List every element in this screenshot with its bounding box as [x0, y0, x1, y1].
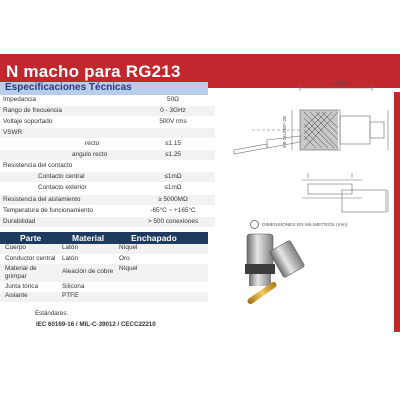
thread-text: 5/8-24UNEF-2B — [282, 115, 287, 148]
part-cell: Material de grimpar — [5, 265, 37, 280]
spec-value: ≥ 5000MΩ — [158, 196, 188, 203]
spec-row — [0, 206, 215, 216]
spec-row — [0, 95, 215, 105]
spec-value: ≤1mΩ — [164, 173, 182, 180]
spec-label: angulo recto — [72, 151, 108, 158]
material-row — [0, 282, 208, 292]
spec-label: Durabilidad — [3, 218, 36, 225]
spec-label: Impedancia — [3, 96, 37, 103]
materials-header — [0, 232, 208, 244]
part-cell: Cuerpo — [5, 244, 26, 251]
part-cell: Junta tórica — [5, 283, 39, 290]
spec-row — [0, 128, 215, 138]
spec-value: 50Ω — [167, 96, 179, 103]
spec-row — [0, 183, 215, 193]
spec-label: Contacto exterior — [38, 184, 87, 191]
specs-header-label: Especificaciones Técnicas — [5, 82, 132, 93]
spec-value: ≤1.25 — [165, 151, 181, 158]
page-title: N macho para RG213 — [6, 62, 181, 81]
spec-row — [0, 117, 215, 127]
spec-row — [0, 106, 215, 116]
material-cell: Aleación de cobre — [62, 268, 114, 275]
spec-value: > 500 conexiones — [147, 218, 199, 225]
col-material-header: Material — [72, 233, 105, 243]
spec-label: Resistencia del contacto — [3, 162, 73, 169]
standards-value: IEC 60169-16 / MIL-C-39012 / CECC22210 — [36, 321, 156, 328]
spec-label: Temperatura de funcionamiento — [3, 207, 93, 214]
standards-label: Estándares: — [35, 310, 69, 317]
spec-value: -65°C ~ +165°C — [150, 207, 196, 214]
spec-row — [0, 139, 215, 149]
spec-value: ≤1.15 — [165, 140, 181, 147]
spec-value: ≤1mΩ — [164, 184, 182, 191]
spec-row — [0, 172, 215, 182]
spec-label: Rango de frecuencia — [3, 107, 62, 114]
plating-cell: Níquel — [119, 265, 138, 272]
dimension-text: 1.38(?) — [332, 81, 348, 87]
part-cell: Conductor central — [5, 255, 56, 262]
spec-row — [0, 150, 215, 160]
spec-row — [0, 217, 215, 227]
connector-nut-shape — [247, 234, 273, 266]
spec-label: Resistencia del aislamiento — [3, 196, 81, 203]
spec-label: VSWR — [3, 129, 23, 136]
product-photo — [225, 228, 305, 323]
material-cell: Latón — [62, 244, 78, 251]
material-row — [0, 264, 208, 282]
spec-label: recto — [85, 140, 100, 147]
material-row — [0, 254, 208, 264]
spec-value: 0 - 3GHz — [160, 107, 186, 114]
spec-label: Voltaje soportado — [3, 118, 53, 125]
technical-drawing — [212, 78, 394, 218]
col-part-header: Parte — [20, 233, 42, 243]
plating-cell: Níquel — [119, 244, 138, 251]
right-accent-stripe — [394, 92, 400, 332]
spec-row — [0, 195, 215, 205]
spec-label: Contacto central — [38, 173, 85, 180]
spec-value: 500V rms — [159, 118, 187, 125]
knurl-band-shape — [245, 264, 275, 274]
material-row — [0, 292, 208, 302]
plating-cell: Oro — [119, 255, 130, 262]
col-plating-header: Enchapado — [131, 233, 177, 243]
material-cell: PTFE — [62, 292, 79, 299]
part-cell: Aislante — [5, 292, 28, 299]
spec-row — [0, 161, 215, 171]
connector-body-shape — [249, 274, 271, 286]
dimensions-legend-text: DIMENSIONES EN MILIMETROS (mm) — [262, 222, 348, 228]
material-cell: Latón — [62, 255, 78, 262]
material-row — [0, 244, 208, 254]
specs-header — [0, 82, 208, 95]
material-cell: Silicona — [62, 283, 85, 290]
